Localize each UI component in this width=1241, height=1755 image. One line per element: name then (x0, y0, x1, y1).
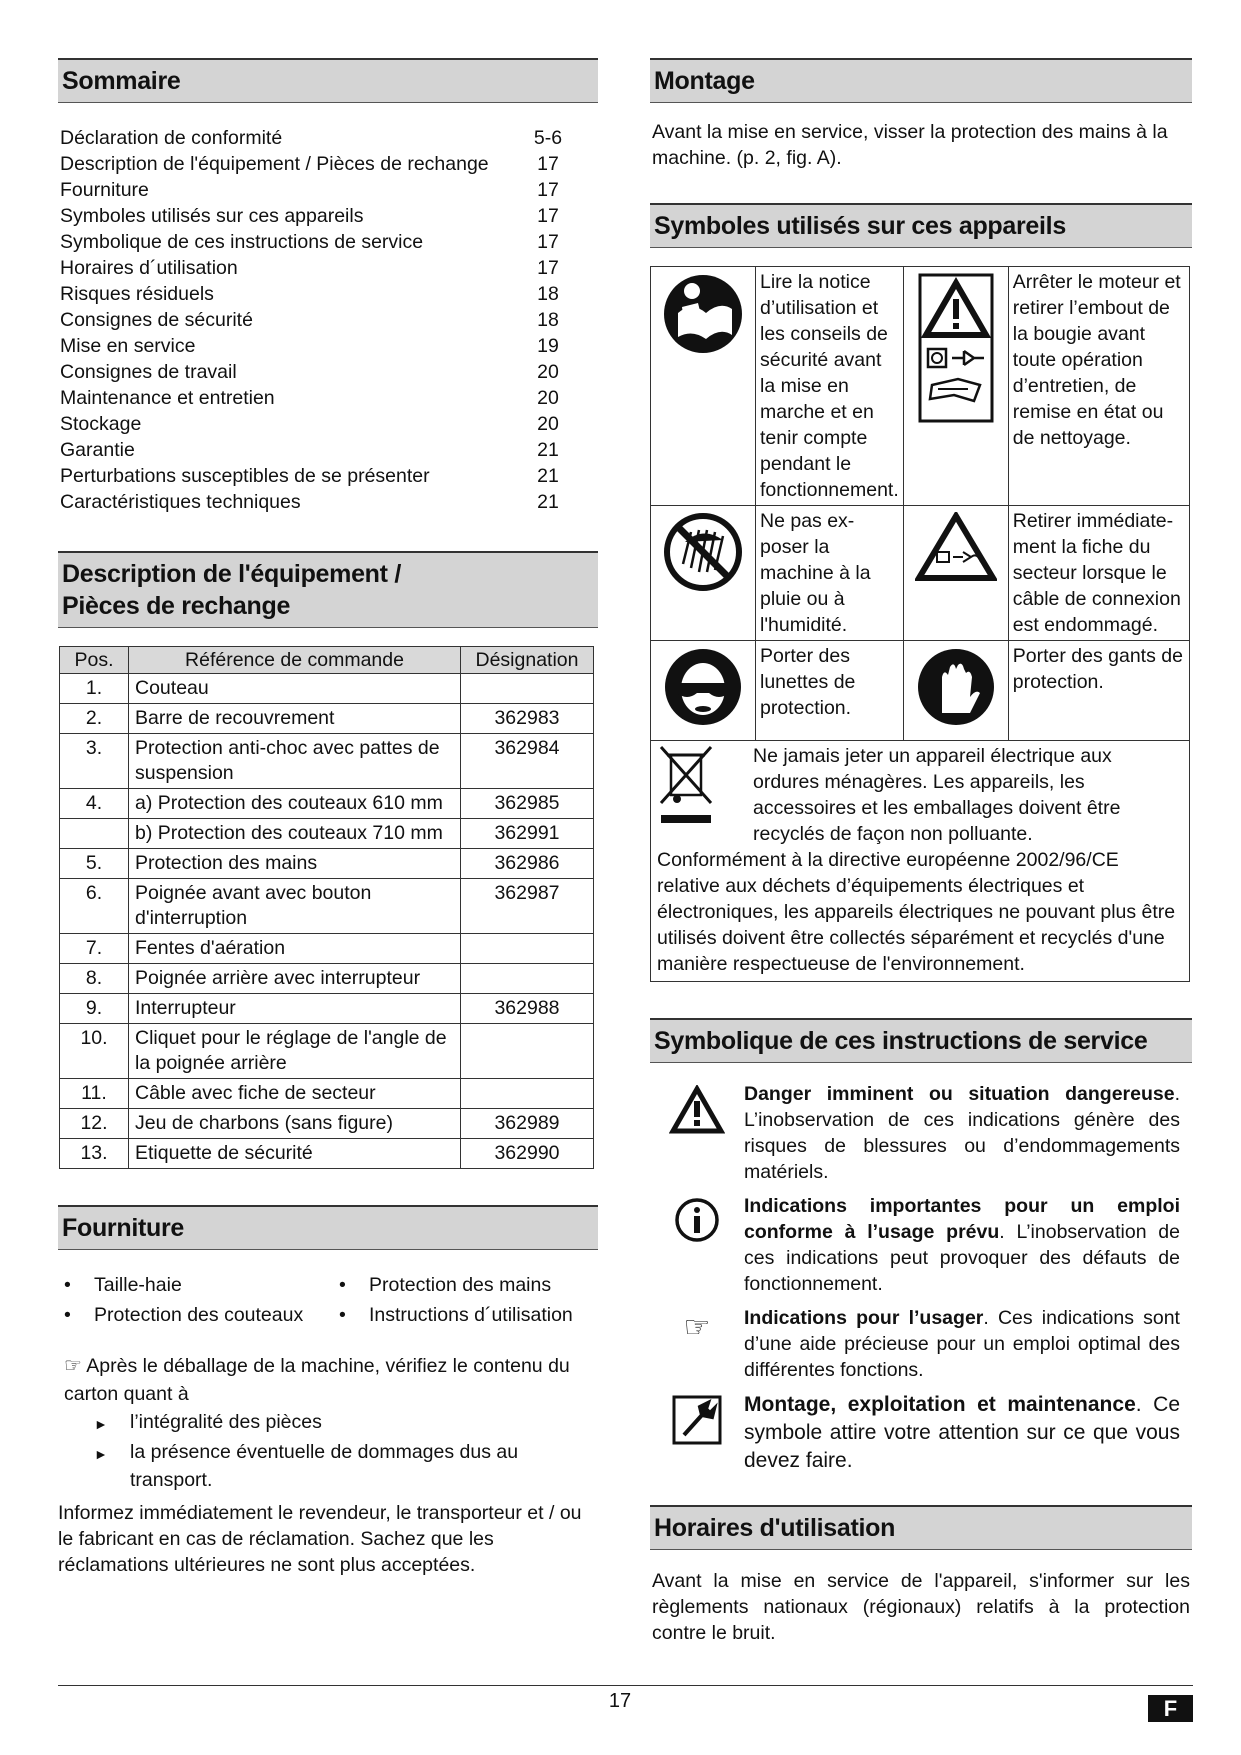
check-list (94, 1408, 598, 1494)
toc-label: Description de l'équipement / Pièces de rechange (60, 153, 489, 175)
cell-des: 362987 (461, 879, 594, 934)
danger-text: . L’inobservation de ces indications génère des risques de blessures ou d’endommagements matériels. (744, 1083, 1180, 1183)
col-pos: Pos. (60, 647, 129, 674)
read-manual-icon (651, 267, 756, 506)
toc-label: Caractéristiques techniques (60, 491, 301, 513)
toc-label: Perturbations susceptibles de se présenter (60, 465, 430, 487)
toc-label: Maintenance et entretien (60, 387, 275, 409)
table-row (60, 674, 594, 704)
col-des: Désignation (461, 647, 594, 674)
toc-entry (60, 151, 568, 177)
goggles-icon (651, 641, 756, 741)
table-row (60, 734, 594, 789)
toc-page: 17 (537, 153, 559, 175)
cell-pos: 10. (60, 1024, 129, 1079)
cell-ref: Cliquet pour le réglage de l'angle de la poignée arrière (129, 1024, 461, 1079)
cell-pos: 8. (60, 964, 129, 994)
language-badge: F (1148, 1695, 1193, 1722)
symboles-heading: Symboles utilisés sur ces appareils (650, 203, 1192, 248)
symbolique-legend (650, 1081, 1192, 1475)
maint-text: . Ce symbole attire votre attention sur ce que vous devez faire. (744, 1393, 1180, 1472)
gloves-text: Porter des gants de protection. (1008, 641, 1189, 741)
cell-des (461, 1024, 594, 1079)
toc-page: 21 (537, 465, 559, 487)
cell-ref: Poignée avant avec bouton d'interruption (129, 879, 461, 934)
table-row (60, 789, 594, 819)
cell-pos: 4. (60, 789, 129, 819)
toc-entry (60, 333, 568, 359)
list-item (650, 1081, 1192, 1185)
cell-pos: 1. (60, 674, 129, 704)
page-number: 17 (608, 1690, 632, 1712)
table-row (60, 1139, 594, 1169)
toc-label: Fourniture (60, 179, 149, 201)
list-item: ► l’intégralité des pièces (94, 1408, 598, 1438)
warning-icon (650, 1081, 744, 1185)
left-column (58, 58, 598, 1578)
pointing-hand-icon: ☞ (683, 1311, 711, 1344)
cell-pos: 5. (60, 849, 129, 879)
list-item: • Protection des mains (339, 1270, 599, 1300)
user-bold: Indications pour l’usager (744, 1307, 984, 1329)
toc-label: Garantie (60, 439, 135, 461)
cell-des (461, 964, 594, 994)
cell-pos: 7. (60, 934, 129, 964)
toc-entry (60, 463, 568, 489)
cell-ref: Couteau (129, 674, 461, 704)
toc-page: 18 (537, 283, 559, 305)
toc-page: 20 (537, 361, 559, 383)
cell-des: 362989 (461, 1109, 594, 1139)
list-item: • Protection des couteaux (64, 1300, 339, 1330)
table-row (60, 879, 594, 934)
horaires-heading: Horaires d'utilisation (650, 1505, 1192, 1550)
table-row (60, 849, 594, 879)
toc-page: 21 (537, 491, 559, 513)
gloves-icon (903, 641, 1008, 741)
weee-text: Ne jamais jeter un appareil électrique aux ordures ménagères. Les appareils, les accessoires et les emballages doivent être recyclés de façon non polluante. (753, 745, 1121, 845)
description-heading (58, 551, 598, 628)
cell-pos: 6. (60, 879, 129, 934)
toc-entry (60, 437, 568, 463)
toc-entry (60, 307, 568, 333)
toc-page: 17 (537, 205, 559, 227)
list-item: • Instructions d´utilisation (339, 1300, 599, 1330)
toc-entry (60, 125, 568, 151)
toc-entry (60, 489, 568, 515)
cell-des: 362984 (461, 734, 594, 789)
cell-pos: 11. (60, 1079, 129, 1109)
cell-pos: 2. (60, 704, 129, 734)
toc-page: 21 (537, 439, 559, 461)
footer-divider (58, 1685, 1193, 1686)
cell-ref: Poignée arrière avec interrupteur (129, 964, 461, 994)
toc-label: Consignes de sécurité (60, 309, 253, 331)
montage-text: Avant la mise en service, visser la protection des mains à la machine. (p. 2, fig. A). (652, 121, 1168, 169)
list-item (650, 1305, 1192, 1383)
cell-pos: 3. (60, 734, 129, 789)
horaires-text: Avant la mise en service de l'appareil, s'informer sur les règlements nationaux (régionaux) relatifs à la protection contre le bruit. (652, 1570, 1190, 1644)
list-item (650, 1193, 1192, 1297)
read-manual-text: Lire la notice d’utilisation et les conseils de sécurité avant la mise en marche et en tenir compte pendant le fonctionnement. (756, 267, 904, 506)
goggles-text: Porter des lunettes de protection. (756, 641, 904, 741)
crossed-bin-icon (657, 743, 753, 847)
table-row (60, 994, 594, 1024)
toc-entry (60, 177, 568, 203)
cell-pos: 13. (60, 1139, 129, 1169)
info-icon (650, 1193, 744, 1297)
cell-ref: Fentes d'aération (129, 934, 461, 964)
table-row (60, 819, 594, 849)
cell-des (461, 674, 594, 704)
table-row (60, 934, 594, 964)
cell-des: 362985 (461, 789, 594, 819)
toc-label: Symbolique de ces instructions de service (60, 231, 424, 253)
symbolique-heading: Symbolique de ces instructions de service (650, 1018, 1192, 1063)
cell-des: 362988 (461, 994, 594, 1024)
toc-entry (60, 359, 568, 385)
toc-page: 17 (537, 231, 559, 253)
toc-label: Horaires d´utilisation (60, 257, 238, 279)
toc-label: Déclaration de conformité (60, 127, 283, 149)
toc-entry (60, 281, 568, 307)
no-rain-icon (651, 506, 756, 641)
table-row (60, 964, 594, 994)
cell-des: 362991 (461, 819, 594, 849)
toc-label: Consignes de travail (60, 361, 237, 383)
table-row (60, 1024, 594, 1079)
toc-label: Mise en service (60, 335, 196, 357)
list-item: ► la présence éventuelle de dommages dus au transport. (94, 1438, 598, 1494)
toc-entry (60, 229, 568, 255)
cell-ref: Interrupteur (129, 994, 461, 1024)
toc-entry (60, 203, 568, 229)
weee-cell (651, 741, 1190, 982)
toc-label: Risques résiduels (60, 283, 214, 305)
fourniture-note: ☞ Après le déballage de la machine, vérifiez le contenu du carton quant à (64, 1355, 570, 1405)
stop-engine-icon (903, 267, 1008, 506)
cell-pos: 12. (60, 1109, 129, 1139)
info-bold: Indications importantes pour un emploi conforme à l’usage prévu (744, 1195, 1180, 1243)
right-column (650, 58, 1192, 1646)
info-text: . L’inobservation de ces indications peut provoquer des défauts de fonctionnement. (744, 1221, 1180, 1295)
unplug-icon (903, 506, 1008, 641)
cell-ref: Protection anti-choc avec pattes de suspension (129, 734, 461, 789)
cell-pos: 9. (60, 994, 129, 1024)
montage-heading: Montage (650, 58, 1192, 103)
toc-page: 17 (537, 179, 559, 201)
cell-ref: Jeu de charbons (sans figure) (129, 1109, 461, 1139)
no-rain-text: Ne pas ex-poser la machine à la pluie ou à l'humidité. (756, 506, 904, 641)
toc-entry (60, 255, 568, 281)
arrow-bullet-icon: ► (94, 1446, 108, 1462)
table-row (60, 1079, 594, 1109)
cell-ref: Protection des mains (129, 849, 461, 879)
cell-ref: Barre de recouvrement (129, 704, 461, 734)
toc-entry (60, 411, 568, 437)
danger-bold: Danger imminent ou situation dangereuse (744, 1083, 1175, 1105)
cell-des (461, 1079, 594, 1109)
pointing-hand-icon: ☞ (64, 1355, 82, 1377)
toc-label: Stockage (60, 413, 142, 435)
stop-engine-text: Arrêter le moteur et retirer l’embout de la bougie avant toute opération d’entretien, de remise en état ou de nettoyage. (1008, 267, 1189, 506)
weee-note: Conformément à la directive européenne 2002/96/CE relative aux déchets d’équipements électriques et électroniques, les appareils électriques ne pouvant plus être utilisés doivent être collectés séparément et recyclés d'une manière respectueuse de l'environnement. (657, 849, 1176, 975)
cell-ref: b) Protection des couteaux 710 mm (129, 819, 461, 849)
table-row (60, 704, 594, 734)
description-heading-line2: Pièces de rechange (62, 592, 291, 620)
cell-des: 362986 (461, 849, 594, 879)
user-text: . Ces indications sont d’une aide précieuse pour un emploi optimal des différentes fonctions. (744, 1307, 1180, 1381)
maint-bold: Montage, exploitation et maintenance (744, 1393, 1136, 1416)
cell-ref: Etiquette de sécurité (129, 1139, 461, 1169)
list-item: • Taille-haie (64, 1270, 339, 1300)
cell-ref: Câble avec fiche de secteur (129, 1079, 461, 1109)
fourniture-closing: Informez immédiatement le revendeur, le transporteur et / ou le fabricant en cas de réclamation. Sachez que les réclamations ultérieures ne sont plus acceptées. (58, 1502, 582, 1576)
toc-label: Symboles utilisés sur ces appareils (60, 205, 364, 227)
cell-des: 362983 (461, 704, 594, 734)
table-of-contents (60, 125, 598, 515)
fourniture-heading: Fourniture (58, 1205, 598, 1250)
symbols-table (650, 266, 1190, 982)
toc-page: 5-6 (533, 127, 563, 149)
toc-page: 20 (537, 387, 559, 409)
list-item (650, 1391, 1192, 1475)
unplug-text: Retirer immédiate-ment la fiche du secteur lorsque le câble de connexion est endommagé. (1008, 506, 1189, 641)
toc-entry (60, 385, 568, 411)
toc-page: 20 (537, 413, 559, 435)
col-ref: Référence de commande (129, 647, 461, 674)
toc-page: 19 (537, 335, 559, 357)
cell-ref: a) Protection des couteaux 610 mm (129, 789, 461, 819)
toc-page: 17 (537, 257, 559, 279)
table-row (60, 1109, 594, 1139)
wrench-icon (650, 1391, 744, 1475)
description-heading-line1: Description de l'équipement / (62, 560, 401, 588)
arrow-bullet-icon: ► (94, 1416, 108, 1432)
parts-table (59, 646, 594, 1169)
cell-pos (60, 819, 129, 849)
sommaire-heading: Sommaire (58, 58, 598, 103)
cell-des (461, 934, 594, 964)
toc-page: 18 (537, 309, 559, 331)
fourniture-list (64, 1270, 598, 1330)
cell-des: 362990 (461, 1139, 594, 1169)
